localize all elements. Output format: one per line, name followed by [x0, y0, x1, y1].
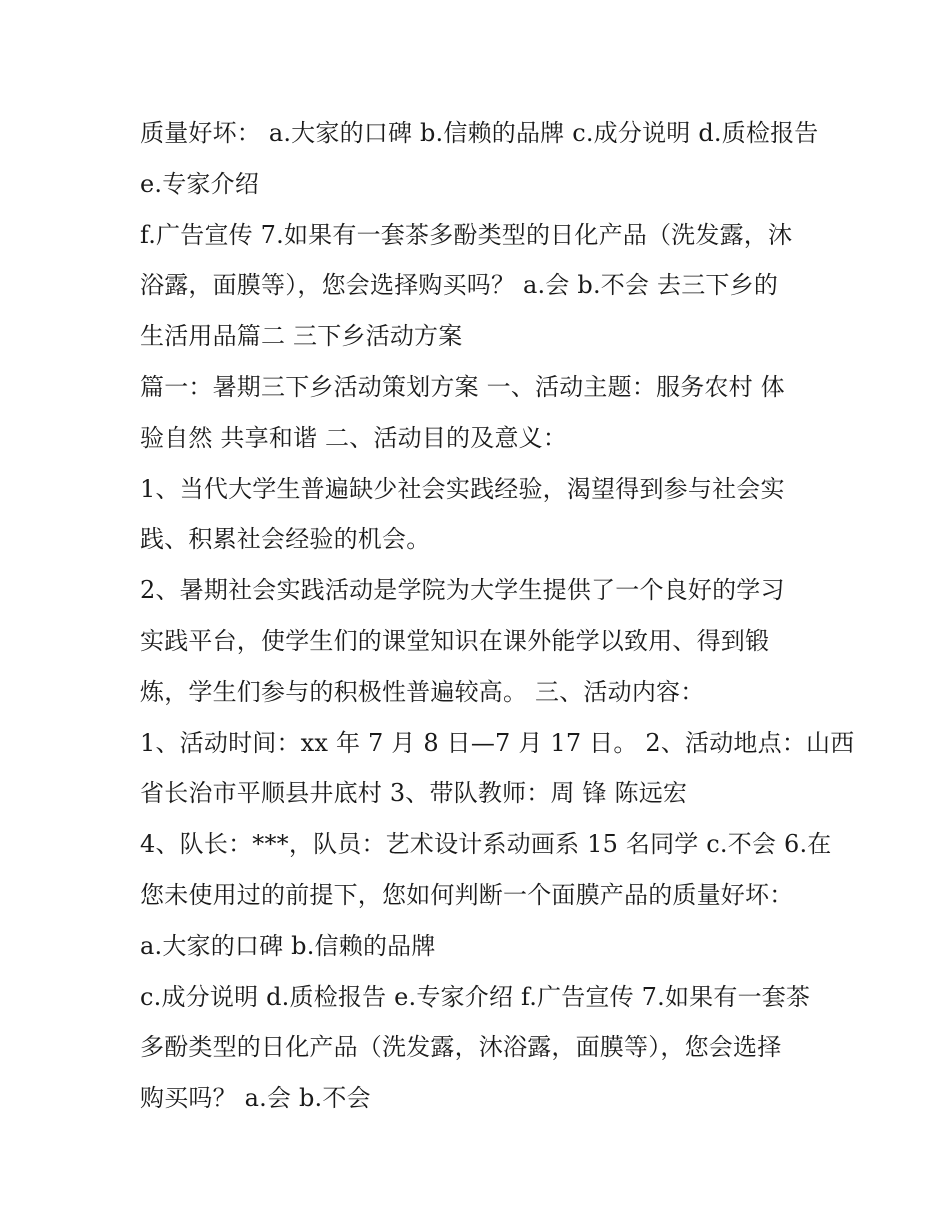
- text-line: 实践平台，使学生们的课堂知识在课外能学以致用、得到锻: [140, 626, 770, 655]
- text-line: 购买吗？ a.会 b.不会: [140, 1084, 371, 1113]
- text-line: f.广告宣传 7.如果有一套茶多酚类型的日化产品（洗发露，沐: [140, 220, 793, 249]
- text-line: 2、暑期社会实践活动是学院为大学生提供了一个良好的学习: [140, 576, 785, 605]
- text-line: 质量好坏： a.大家的口碑 b.信赖的品牌 c.成分说明 d.质检报告: [140, 119, 819, 147]
- text-line: 炼，学生们参与的积极性普遍较高。 三、活动内容：: [140, 677, 705, 706]
- text-line: 生活用品篇二 三下乡活动方案: [140, 322, 463, 351]
- text-line: a.大家的口碑 b.信赖的品牌: [140, 931, 436, 960]
- text-line: e.专家介绍: [140, 169, 260, 198]
- text-line: 4、队长：***，队员：艺术设计系动画系 15 名同学 c.不会 6.在: [140, 830, 832, 859]
- document-body: [140, 108, 855, 1124]
- text-line: 您未使用过的前提下，您如何判断一个面膜产品的质量好坏：: [140, 880, 794, 909]
- text-line: c.成分说明 d.质检报告 e.专家介绍 f.广告宣传 7.如果有一套茶: [140, 982, 811, 1011]
- text-line: 浴露，面膜等），您会选择购买吗？ a.会 b.不会 去三下乡的: [140, 271, 779, 300]
- text-line: 1、当代大学生普遍缺少社会实践经验，渴望得到参与社会实: [140, 474, 785, 503]
- text-line: 篇一：暑期三下乡活动策划方案 一、活动主题：服务农村 体: [140, 372, 785, 401]
- text-line: 1、活动时间：xx 年 7 月 8 日—7 月 17 日。 2、活动地点：山西: [140, 728, 855, 757]
- text-line: 多酚类型的日化产品（洗发露，沐浴露，面膜等），您会选择: [140, 1033, 782, 1062]
- text-line: 验自然 共享和谐 二、活动目的及意义：: [140, 423, 568, 452]
- text-line: 省长治市平顺县井底村 3、带队教师：周 锋 陈远宏: [140, 779, 688, 808]
- text-line: 践、积累社会经验的机会。: [140, 525, 431, 554]
